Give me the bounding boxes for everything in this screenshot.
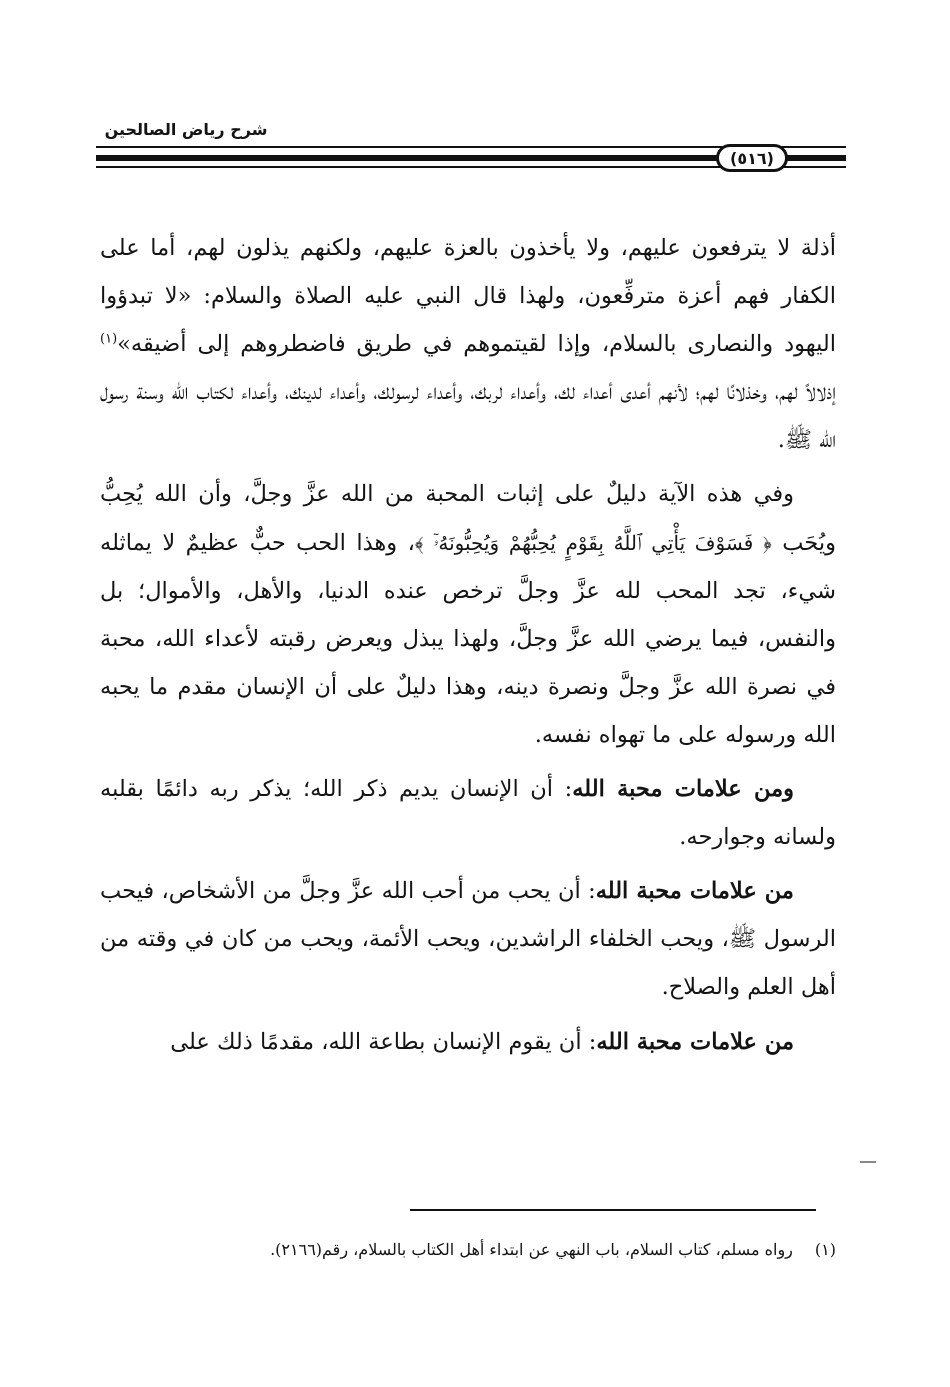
paragraph-2 — [100, 470, 836, 759]
p4-text: : أن يحب من أحب الله عزَّ وجلَّ من الأشخاص، فيحب الرسول ﷺ، ويحب الخلفاء الراشدين، ويحب الأئمة، ويحب من كان في وقته من أهل العلم والصلاح. — [100, 878, 836, 1001]
quran-verse: ﴿ فَسَوْفَ يَأْتِي ٱللَّهُ بِقَوْمٍ يُحِبُّهُمْ وَيُحِبُّونَهُۥٓ ﴾ — [414, 530, 772, 555]
p5-lead: من علامات محبة الله — [596, 1028, 794, 1055]
page-number: (٥١٦) — [730, 148, 774, 168]
header-rule-thick-right — [786, 155, 846, 161]
footnote-separator — [410, 1209, 816, 1211]
paragraph-5 — [100, 1018, 836, 1066]
footnote-reference: (١) — [100, 331, 118, 347]
p2-text-a: وفي هذه الآية دليلٌ على إثبات المحبة من الله عزَّ وجلَّ، وأن الله يُحِبُّ ويُحَب — [100, 481, 836, 556]
footnote-number: (١) — [814, 1240, 836, 1259]
p1-text-a: أذلة لا يترفعون عليهم، ولا يأخذون بالعزة عليهم، ولكنهم يذلون لهم، أما على الكفار فهم أعزة مترفِّعون، ولهذا قال النبي عليه الصلاة والسلام: «لا تبدؤوا اليهود والنصارى بالسلام، وإذا لقيتموهم في طريق فاضطروهم إلى أضيقه» — [100, 235, 836, 358]
p3-lead: ومن علامات محبة الله — [572, 776, 794, 803]
main-text — [100, 224, 836, 1066]
running-header-title: شرح رياض الصالحين — [104, 120, 268, 139]
footnote-text: رواه مسلم، كتاب السلام، باب النهي عن ابتداء أهل الكتاب بالسلام، رقم(٢١٦٦). — [270, 1240, 793, 1259]
paragraph-4 — [100, 867, 836, 1011]
footnote — [96, 1240, 836, 1259]
margin-mark — [860, 1161, 876, 1163]
p3-text: : أن الإنسان يديم ذكر الله؛ يذكر ربه دائمًا بقلبه ولسانه وجوارحه. — [100, 776, 836, 851]
paragraph-3 — [100, 765, 836, 861]
p4-lead: من علامات محبة الله — [595, 878, 794, 905]
p5-text: : أن يقوم الإنسان بطاعة الله، مقدمًا ذلك على — [170, 1028, 597, 1055]
header-rule-thick-left — [96, 155, 720, 161]
p1-text-b: إذلالاً لهم، وخذلانًا لهم؛ لأنهم أعدى أعداء لك، وأعداء لربك، وأعداء لرسولك، وأعداء لدينك، وأعداء لكتاب الله وسنة رسول الله ﷺ. — [100, 379, 836, 454]
page-number-badge — [716, 144, 788, 172]
paragraph-1 — [100, 224, 836, 464]
p2-text-b: ، وهذا الحب حبٌّ عظيمٌ لا يماثله شيء، تجد المحب لله عزَّ وجلَّ ترخص عنده الدنيا، والأهل، والأموال؛ بل والنفس، فيما يرضي الله عزَّ وجلَّ، ولهذا يبذل ويعرض رقبته لأعداء الله، محبة في نصرة الله عزَّ وجلَّ ونصرة دينه، وهذا دليلٌ على أن الإنسان مقدم ما يحبه الله ورسوله على ما تهواه نفسه. — [100, 529, 836, 748]
